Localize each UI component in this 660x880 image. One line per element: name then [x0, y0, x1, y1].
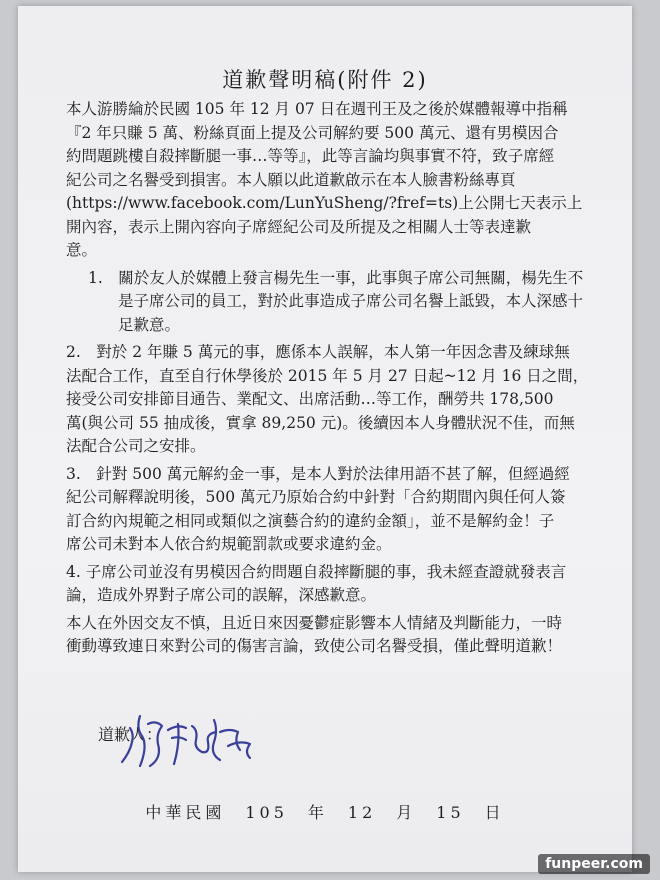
text-line: 1. 關於友人於媒體上發言楊先生一事，此事與子席公司無關，楊先生不	[88, 268, 584, 287]
text-line: 2. 對於 2 年賺 5 萬元的事，應係本人誤解，本人第一年因念書及練球無	[66, 343, 570, 361]
text-line: 接受公司安排節目通告、業配文、出席活動…等工作，酬勞共 178,500	[66, 390, 554, 408]
text-line: 紀公司解釋說明後，500 萬元乃原始合約中針對「合約期間內與任何人簽	[66, 488, 566, 506]
text-line: 衝動導致連日來對公司的傷害言論，致使公司名譽受損，僅此聲明道歉！	[66, 637, 563, 655]
text-line: 本人在外因交友不慎，且近日來因憂鬱症影響本人情緒及判斷能力，一時	[66, 613, 563, 632]
handwritten-signature	[110, 706, 290, 776]
text-line: 論，造成外界對子席公司的誤解，深感歉意。	[66, 586, 377, 604]
text-line: 足歉意。	[118, 315, 181, 334]
text-line: 『2 年只賺 5 萬、粉絲頁面上提及公司解約要 500 萬元、還有男模因合	[66, 123, 559, 142]
text-line: 法配合工作，直至自行休學後於 2015 年 5 月 27 日起~12 月 16 日之間，	[66, 366, 589, 385]
text-line: 本人游勝綸於民國 105 年 12 月 07 日在週刊王及之後於媒體報導中指稱	[66, 100, 568, 118]
document-title: 道歉聲明稿(附件 2)	[222, 68, 428, 92]
item-1	[66, 267, 606, 338]
signature-label: 道歉人：	[98, 725, 163, 744]
statement-date: 中華民國 105 年 12 月 15 日	[145, 803, 505, 822]
text-line: 是子席公司的員工，對於此事造成子席公司名譽上詆毀，本人深感十	[118, 292, 584, 310]
text-line: (https://www.facebook.com/LunYuSheng/?fref=ts)上公開七天表示上	[66, 194, 583, 212]
text-line: 萬(與公司 55 抽成後，實拿 89,250 元)。後續因本人身體狀況不佳，而無	[66, 413, 575, 432]
site-watermark: funpeer.com	[538, 854, 650, 874]
text-line: 訂合約內規範之相同或類似之演藝合約的違約金額」，並不是解約金！子	[66, 511, 555, 530]
item-4	[66, 561, 606, 608]
text-line: 紀公司之名譽受到損害。本人願以此道歉啟示在本人臉書粉絲專頁	[66, 170, 516, 189]
text-line: 4. 子席公司並沒有男模因合約問題自殺摔斷腿的事，我未經查證就發表言	[66, 562, 567, 581]
text-line: 3. 針對 500 萬元解約金一事，是本人對於法律用語不甚了解，但經過經	[66, 464, 570, 483]
closing-paragraph	[66, 612, 606, 659]
statement-body	[66, 98, 606, 659]
intro-paragraph	[66, 98, 606, 263]
text-line: 法配合公司之安排。	[66, 437, 206, 455]
item-3	[66, 463, 606, 557]
statement-paper	[18, 6, 632, 872]
text-line: 席公司未對本人依合約規範罰款或要求違約金。	[66, 535, 392, 553]
item-2	[66, 341, 606, 459]
text-line: 約問題跳樓自殺摔斷腿一事…等等』，此等言論均與事實不符，致子席經	[66, 147, 555, 165]
text-line: 意。	[66, 241, 98, 259]
text-line: 開內容，表示上開內容向子席經紀公司及所提及之相關人士等表達歉	[66, 217, 532, 236]
